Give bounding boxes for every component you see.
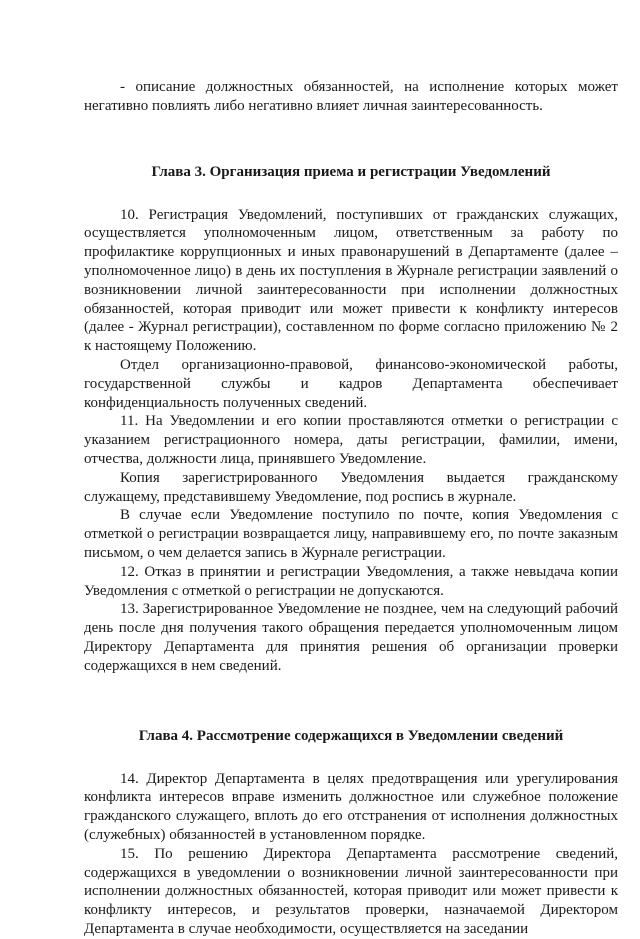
paragraph-12: 12. Отказ в принятии и регистрации Уведомления, а также невыдача копии Уведомления с отметкой о регистрации не допускаются. [84, 563, 618, 599]
chapter-4-heading: Глава 4. Рассмотрение содержащихся в Уведомлении сведений [138, 727, 564, 744]
paragraph-15: 15. По решению Директора Департамента рассмотрение сведений, содержащихся в уведомлении о возникновении личной заинтересованности при исполнении должностных обязанностей, которая приводит или может привести к конфликту интересов, и результатов проверки, назначаемой Директором Департамента в случае необходимости, осуществляется на заседании [84, 845, 618, 937]
document-body [84, 78, 618, 939]
paragraph-10-confidentiality: Отдел организационно-правовой, финансово-экономической работы, государственной службы и кадров Департамента обеспечивает конфиденциальность полученных сведений. [84, 356, 618, 411]
paragraph-11-copy: Копия зарегистрированного Уведомления выдается гражданскому служащему, представившему Уведомление, под роспись в журнале. [84, 469, 618, 505]
paragraph-11: 11. На Уведомлении и его копии проставляются отметки о регистрации с указанием регистрационного номера, даты регистрации, фамилии, имени, отчества, должности лица, принявшего Уведомление. [84, 413, 618, 467]
paragraph-14: 14. Директор Департамента в целях предотвращения или урегулирования конфликта интересов вправе изменить должностное или служебное положение гражданского служащего, вплоть до его отстранения от исполнения должностных (служебных) обязанностей в установленном порядке. [84, 770, 618, 843]
chapter-3-heading: Глава 3. Организация приема и регистрации Уведомлений [151, 163, 551, 180]
paragraph-13: 13. Зарегистрированное Уведомление не позднее, чем на следующий рабочий день после дня получения такого обращения передается уполномоченным лицом Директору Департамента для принятия решения об организации проверки содержащихся в нем сведений. [84, 601, 618, 674]
intro-paragraph: - описание должностных обязанностей, на исполнение которых может негативно повлиять либо негативно влияет личная заинтересованность. [84, 79, 618, 114]
paragraph-10: 10. Регистрация Уведомлений, поступивших от гражданских служащих, осуществляется уполномоченным лицом, ответственным за работу по профилактике коррупционных и иных правонарушений в Департаменте (далее – уполномоченное лицо) в день их поступления в Журнале регистрации заявлений о возникновении личной заинтересованности при исполнении должностных обязанностей, которая приводит или может привести к конфликту интересов (далее - Журнал регистрации), составленном по форме согласно приложению № 2 к настоящему Положению. [84, 206, 618, 355]
paragraph-11-mail: В случае если Уведомление поступило по почте, копия Уведомления с отметкой о регистрации возвращается лицу, направившему его, по почте заказным письмом, о чем делается запись в Журнале регистрации. [84, 507, 618, 561]
